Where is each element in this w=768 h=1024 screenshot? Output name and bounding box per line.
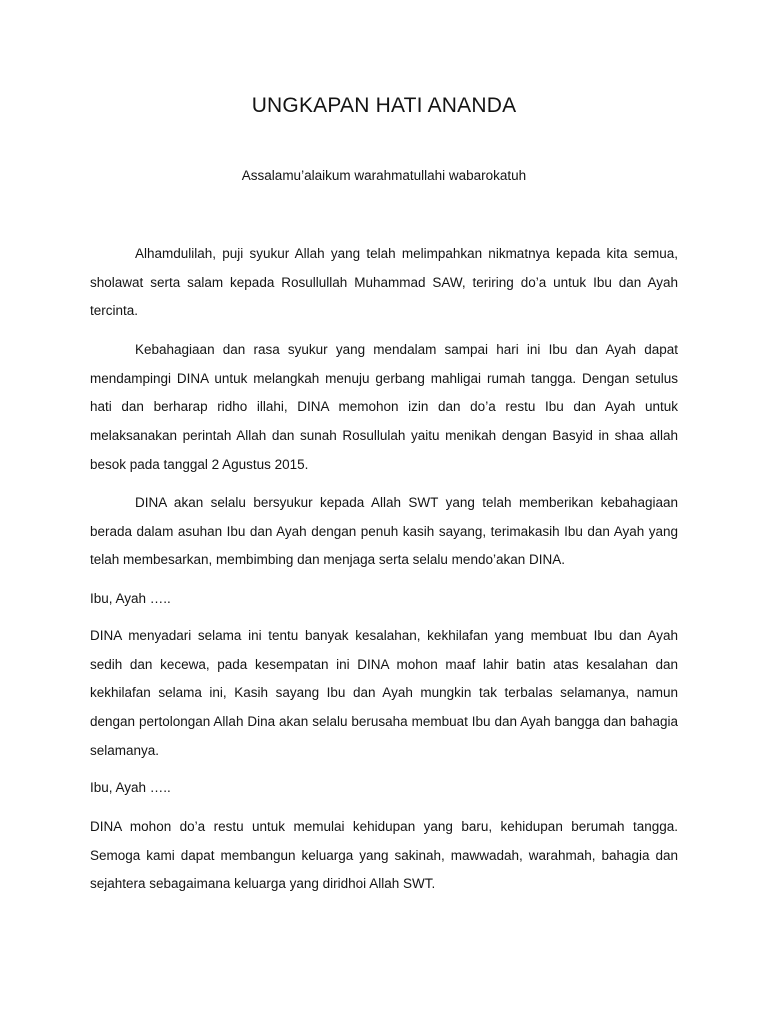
- paragraph-prayer: DINA mohon do’a restu untuk memulai kehidupan yang baru, kehidupan berumah tangga. Semoga kami dapat membangun keluarga yang sakinah, mawwadah, warahmah, bahagia dan sejahtera sebagaimana keluarga yang diridhoi Allah SWT.: [90, 819, 678, 892]
- paragraph-gratitude: Alhamdulilah, puji syukur Allah yang telah melimpahkan nikmatnya kepada kita semua, sholawat serta salam kepada Rosullullah Muhammad SAW, teriring do’a untuk Ibu dan Ayah tercinta.: [90, 246, 678, 319]
- document-title: UNGKAPAN HATI ANANDA: [251, 94, 517, 117]
- paragraph-thanks: DINA akan selalu bersyukur kepada Allah SWT yang telah memberikan kebahagiaan berada dalam asuhan Ibu dan Ayah dengan penuh kasih sayang, terimakasih Ibu dan Ayah yang telah membesarkan, membimbing dan menjaga serta selalu mendo’akan DINA.: [90, 495, 678, 568]
- paragraph-blessing-request: Kebahagiaan dan rasa syukur yang mendalam sampai hari ini Ibu dan Ayah dapat mendampingi DINA untuk melangkah menuju gerbang mahligai rumah tangga. Dengan setulus hati dan berharap ridho illahi, DINA memohon izin dan do’a restu Ibu dan Ayah untuk melaksanakan perintah Allah dan sunah Rosullulah yaitu menikah dengan Basyid in shaa allah besok pada tanggal 2 Agustus 2015.: [90, 342, 678, 472]
- paragraph-apology: DINA menyadari selama ini tentu banyak kesalahan, kekhilafan yang membuat Ibu dan Ayah sedih dan kecewa, pada kesempatan ini DINA mohon maaf lahir batin atas kesalahan dan kekhilafan selama ini, Kasih sayang Ibu dan Ayah mungkin tak terbalas selamanya, namun dengan pertolongan Allah Dina akan selalu berusaha membuat Ibu dan Ayah bangga dan bahagia selamanya.: [90, 628, 678, 758]
- salutation-line: Ibu, Ayah …..: [90, 591, 171, 606]
- salutation-line: Ibu, Ayah …..: [90, 780, 171, 795]
- greeting-line: Assalamu’alaikum warahmatullahi wabarokatuh: [241, 168, 527, 183]
